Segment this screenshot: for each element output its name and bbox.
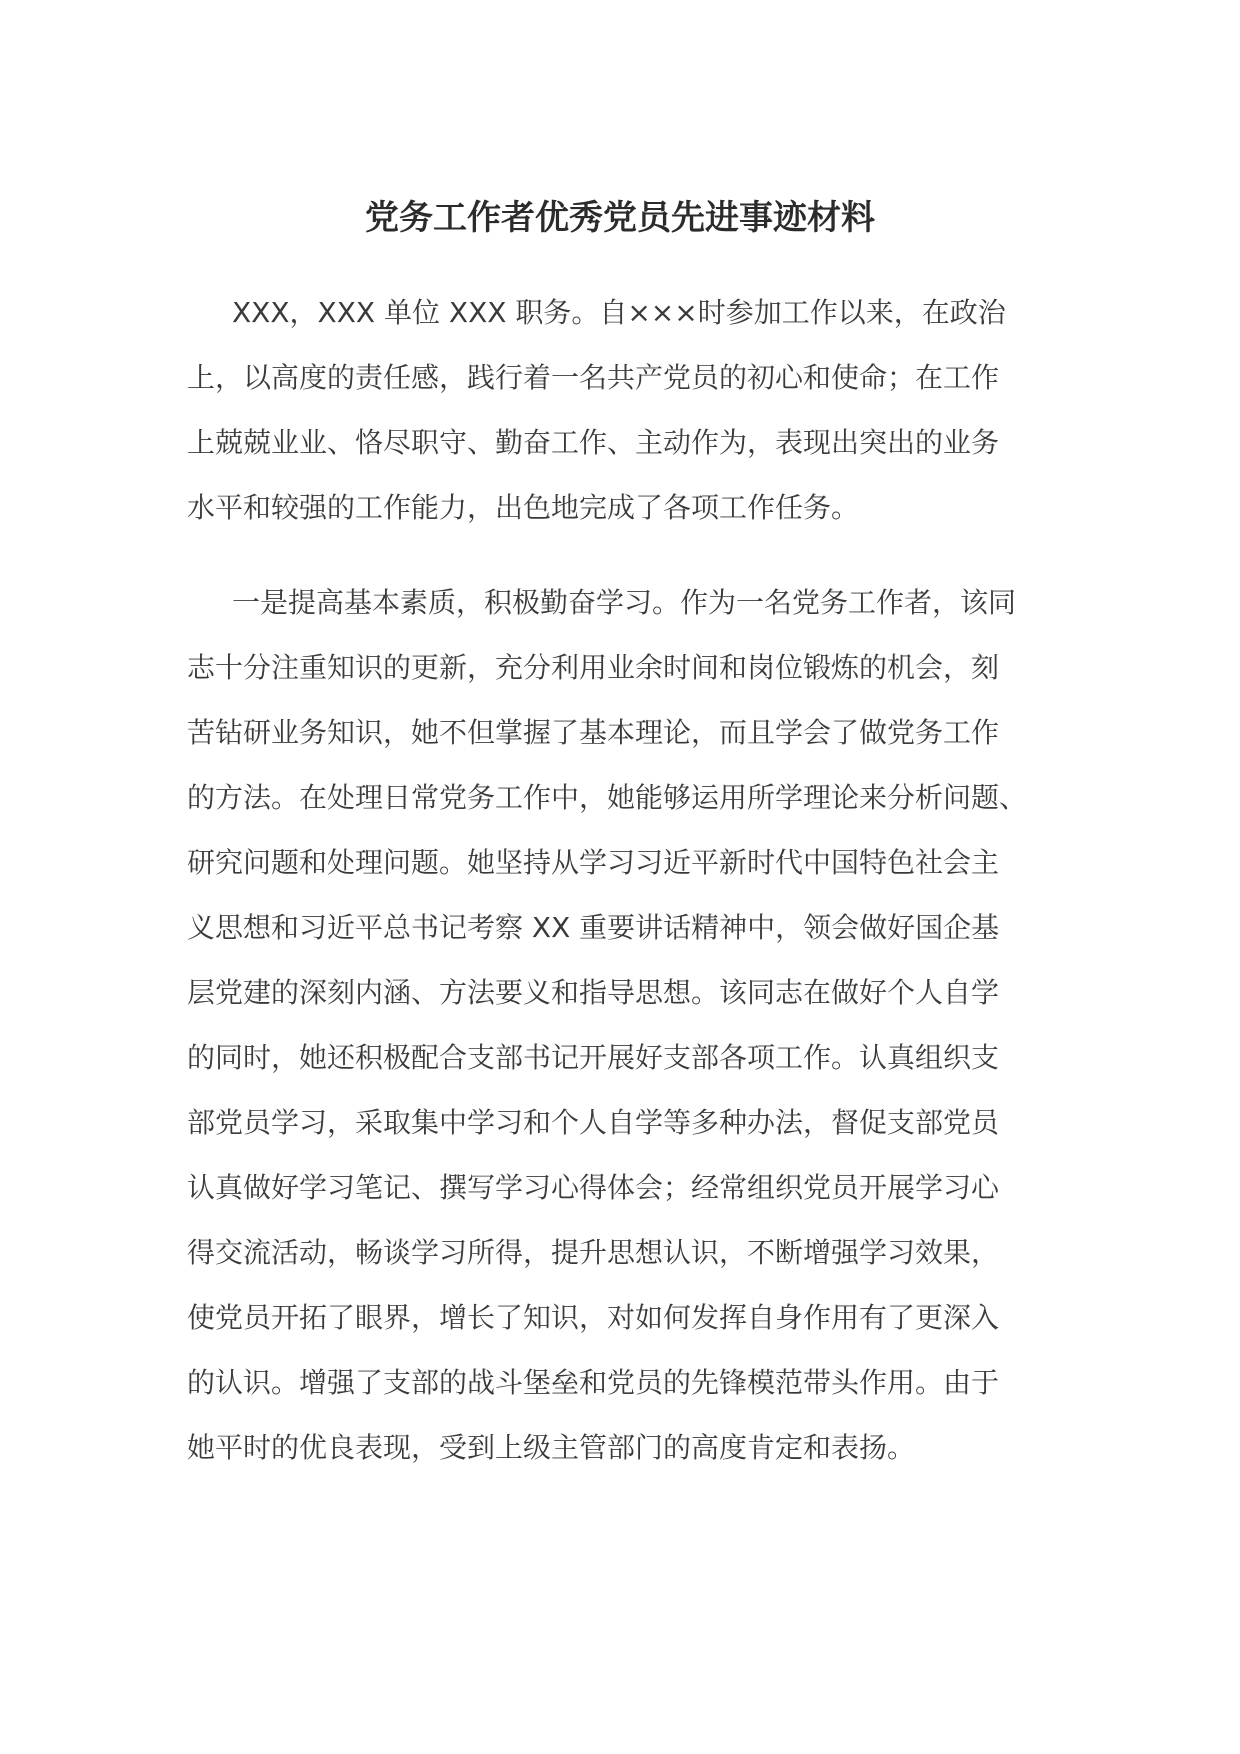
paragraph-line: 认真做好学习笔记、撰写学习心得体会；经常组织党员开展学习心: [187, 1171, 1000, 1204]
paragraph-2: [187, 570, 1067, 1480]
paragraph-line: 志十分注重知识的更新，充分利用业余时间和岗位锻炼的机会，刻: [187, 651, 1000, 684]
paragraph-line: 的方法。在处理日常党务工作中，她能够运用所学理论来分析问题、: [187, 781, 1028, 814]
paragraph-line: 上，以高度的责任感，践行着一名共产党员的初心和使命；在工作: [187, 361, 1000, 394]
paragraph-line: 得交流活动，畅谈学习所得，提升思想认识，不断增强学习效果，: [187, 1236, 1000, 1269]
paragraph-line: 上兢兢业业、恪尽职守、勤奋工作、主动作为，表现出突出的业务: [187, 426, 1000, 459]
paragraph-line: 义思想和习近平总书记考察 XX 重要讲话精神中，领会做好国企基: [187, 911, 1000, 944]
paragraph-line: 一是提高基本素质，积极勤奋学习。作为一名党务工作者，该同: [232, 586, 1017, 619]
paragraph-line: 水平和较强的工作能力，出色地完成了各项工作任务。: [187, 491, 860, 524]
paragraph-line: XXX，XXX 单位 XXX 职务。自×××时参加工作以来，在政治: [232, 296, 1006, 329]
paragraph-line: 苦钻研业务知识，她不但掌握了基本理论，而且学会了做党务工作: [187, 716, 1000, 749]
paragraph-line: 使党员开拓了眼界，增长了知识，对如何发挥自身作用有了更深入: [187, 1301, 1000, 1334]
paragraph-line: 部党员学习，采取集中学习和个人自学等多种办法，督促支部党员: [187, 1106, 1000, 1139]
paragraph-line: 层党建的深刻内涵、方法要义和指导思想。该同志在做好个人自学: [187, 976, 1000, 1009]
paragraph-line: 的同时，她还积极配合支部书记开展好支部各项工作。认真组织支: [187, 1041, 1000, 1074]
paragraph-line: 的认识。增强了支部的战斗堡垒和党员的先锋模范带头作用。由于: [187, 1366, 1000, 1399]
document-title: 党务工作者优秀党员先进事迹材料: [365, 198, 875, 238]
paragraph-line: 研究问题和处理问题。她坚持从学习习近平新时代中国特色社会主: [187, 846, 1000, 879]
paragraph-1: [187, 280, 1067, 540]
paragraph-line: 她平时的优良表现，受到上级主管部门的高度肯定和表扬。: [187, 1431, 916, 1464]
